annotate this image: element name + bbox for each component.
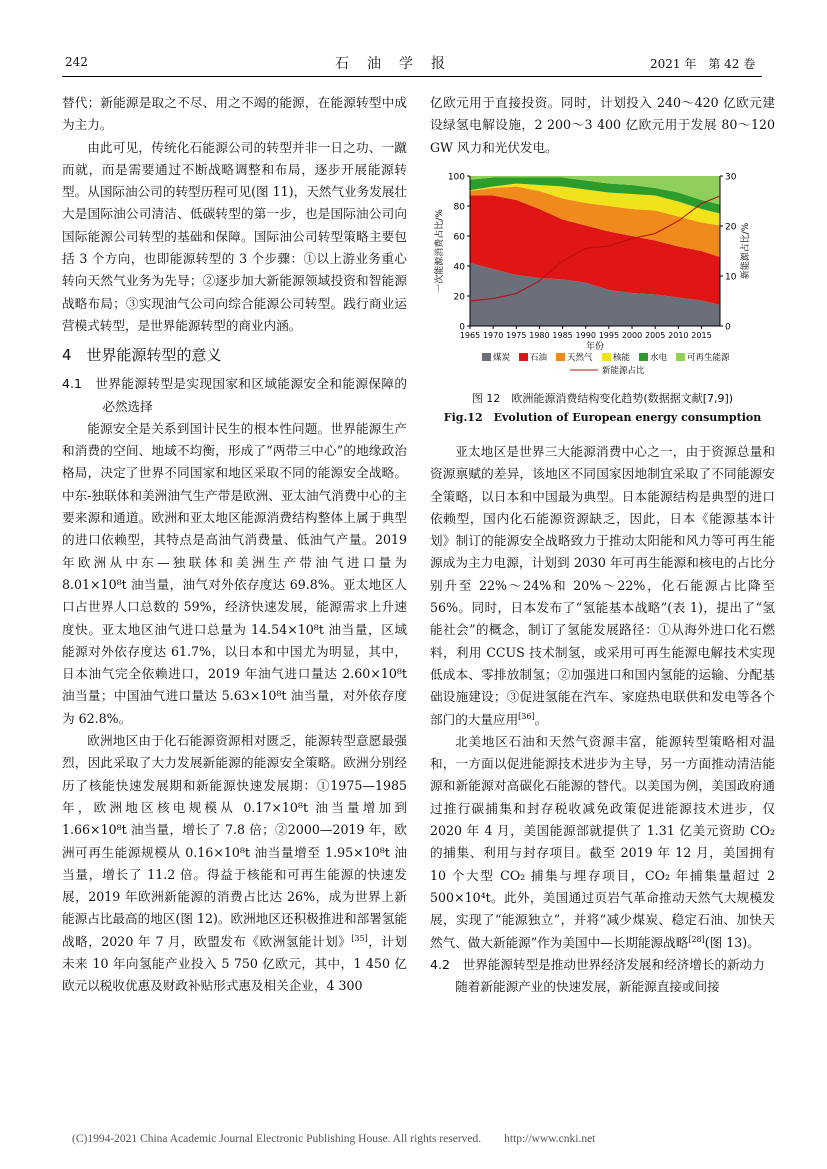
paragraph: 随着新能源产业的快速发展，新能源直接或间接 bbox=[455, 979, 720, 995]
y-tick-label-left: 0 bbox=[459, 322, 465, 333]
y-tick-label-left: 100 bbox=[447, 172, 465, 183]
x-tick-label: 1995 bbox=[598, 331, 620, 340]
y-axis-label-left: 一次能源消费占比/% bbox=[435, 209, 445, 293]
y-tick-label-right: 0 bbox=[725, 322, 731, 333]
text-run: 亚太地区是世界三大能源消费中心之一，由于资源总量和资源禀赋的差异，该地区不同国家因地制宜采取了不同能源安全策略，以日本和中国最为典型。日本能源结构是典型的进口依赖型，国内化石能源资源缺乏，因此，日本《能源基本计划》制订的能源安全战略致力于推动太阳能和风力等可再生能源成为主力电源，计划到 2030 年可再生能源和核电的占比分别升至 22%～24%和 20%～22%，化石能源占比降至 56%。同时，日本发布了“氢能基本战略”(表 1)，提出了“氢能社会”的概念，制订了氢能发展路径：①从海外进口化石燃料，利用 CCUS 技术制氢，或采用可再生能源电解技术实现低成本、零排放制氢；②加强进口和国内氢能的运输、分配基础设施建设；③促进氢能在汽车、家庭热电联供和发电等各个部门的大量应用 bbox=[430, 444, 775, 727]
paragraph: 能源安全是关系到国计民生的根本性问题。世界能源生产和消费的空间、地域不均衡，形成了“两带三中心”的地缘政治格局，决定了世界不同国家和地区采取不同的能源安全战略。中东-独联体和美洲油气生产带是欧洲、亚太油气消费中心的主要来源和通道。欧洲和亚太地区能源消费结构整体上属于典型的进口依赖型，其特点是高油气消费量、低油气产量。2019 年欧洲从中东—独联体和美洲生产带油气进口量为 8.01×10⁸t 油当量，油气对外依存度达 69.8%。亚太地区人口占世界人口总数的 59%，经济快速发展，能源需求上升速度快。亚太地区油气进口总量为 14.54×10⁸t 油当量，区域能源对外依存度达 61.7%，以日本和中国尤为明显，其中，日本油气完全依赖进口，2019 年油气进口量达 2.60×10⁸t 油当量；中国油气进口量达 5.63×10⁸t 油当量，对外依存度为 62.8%。 bbox=[62, 420, 407, 726]
page-number: 242 bbox=[65, 55, 88, 69]
legend-swatch-2 bbox=[556, 353, 565, 361]
right-column-bottom bbox=[430, 441, 775, 998]
text-run: 欧洲地区由于化石能源资源相对匮乏，能源转型意愿最强烈，因此采取了大力发展新能源的能源安全策略。欧洲分别经历了核能快速发展期和新能源快速发展期：①1975—1985 年，欧洲地区核电规模从 0.17×10⁸t 油当量增加到 1.66×10⁸t 油当量，增长了 7.8 倍；②2000—2019 年，欧洲可再生能源规模从 0.16×10⁸t 油当量增至 1.95×10⁸t 油当量，增长了 11.2 倍。得益于核能和可再生能源的快速发展，2019 年欧洲新能源的消费占比达 26%，成为世界上新能源占比最高的地区(图 12)。欧洲地区还积极推进和部署氢能战略，2020 年 7 月，欧盟发布《欧洲氢能计划》 bbox=[62, 733, 407, 949]
figure-12-chart bbox=[430, 168, 775, 386]
paragraph bbox=[430, 731, 775, 954]
legend-swatch-5 bbox=[676, 353, 685, 361]
paragraph bbox=[62, 730, 407, 998]
journal-title: 石 油 学 报 bbox=[335, 56, 447, 72]
subsection-heading: 4.2 世界能源转型是推动世界经济发展和经济增长的新动力 bbox=[430, 956, 765, 972]
y-tick-label-right: 20 bbox=[725, 222, 737, 233]
subsection-heading: 4.1 世界能源转型是实现国家和区域能源安全和能源保障的必然选择 bbox=[62, 376, 407, 414]
volume-info: 2021 年 第 42 卷 bbox=[650, 57, 756, 71]
paragraph: 替代；新能源是取之不尽、用之不竭的能源，在能源转型中成为主力。 bbox=[62, 95, 407, 133]
y-tick-label-right: 10 bbox=[725, 272, 737, 283]
citation: [36] bbox=[518, 711, 535, 721]
right-column-top bbox=[430, 92, 775, 159]
legend-label-3: 核能 bbox=[613, 353, 631, 363]
figure-caption-en: Fig.12 Evolution of European energy consumption bbox=[443, 411, 762, 424]
y-tick-label-left: 80 bbox=[453, 202, 465, 213]
citation: [28] bbox=[688, 934, 705, 944]
figure-caption-cn: 图 12 欧洲能源消费结构变化趋势(数据据文献[7,9]) bbox=[471, 392, 734, 405]
legend-swatch-3 bbox=[602, 353, 611, 361]
paragraph: 亿欧元用于直接投资。同时，计划投入 240～420 亿欧元建设绿氢电解设施，2 200～3 400 亿欧元用于发展 80～120 GW 风力和光伏发电。 bbox=[430, 95, 775, 155]
x-tick-label: 2015 bbox=[691, 331, 712, 340]
legend-label-0: 煤炭 bbox=[493, 353, 511, 363]
y-axis-label-right: 新能源占比/% bbox=[741, 222, 751, 280]
copyright-footer: (C)1994-2021 China Academic Journal Electronic Publishing House. All rights reserved. http://www.cnki.net bbox=[72, 1133, 596, 1145]
x-axis-label: 年份 bbox=[585, 342, 605, 352]
citation: [35] bbox=[351, 933, 368, 943]
y-tick-label-left: 40 bbox=[453, 262, 465, 273]
paragraph bbox=[430, 441, 775, 731]
y-tick-label-left: 60 bbox=[453, 232, 465, 243]
x-tick-label: 1980 bbox=[529, 331, 550, 340]
legend-label-2: 天然气 bbox=[567, 353, 593, 363]
x-tick-label: 1965 bbox=[459, 331, 481, 340]
x-tick-label: 2010 bbox=[668, 331, 689, 340]
x-tick-label: 1985 bbox=[552, 331, 573, 340]
legend-label-5: 可再生能源 bbox=[687, 353, 730, 363]
legend-swatch-4 bbox=[639, 353, 648, 361]
text-run: ，计划未来 10 年向氢能产业投入 5 750 亿欧元，其中，1 450 亿欧元以税收优惠及财政补贴形式惠及相关企业，4 300 bbox=[62, 933, 408, 994]
y-tick-label-left: 20 bbox=[453, 292, 465, 303]
legend-label-4: 水电 bbox=[650, 353, 668, 363]
legend-swatch-1 bbox=[519, 353, 528, 361]
left-column bbox=[62, 92, 407, 998]
text-run: 北美地区石油和天然气资源丰富，能源转型策略相对温和，一方面以促进能源技术进步为主导，另一方面推动清洁能源和新能源对高碳化石能源的替代。以美国为例，美国政府通过推行碳捕集和封存税收减免政策促进能源技术进步，仅 2020 年 4 月，美国能源部就提供了 1.31 亿美元资助 CO₂ 的捕集、利用与封存项目。截至 2019 年 12 月，美国拥有 10 个大型 CO₂ 捕集与埋存项目，CO₂ 年捕集量超过 2 500×10⁴t。此外，美国通过页岩气革命推动天然气大规模发展，实现了“能源独立”，并将“减少煤炭、稳定石油、加快天然气、做大新能源”作为美国中—长期能源战略 bbox=[430, 733, 775, 950]
legend-label-line: 新能源占比 bbox=[602, 366, 645, 376]
x-tick-label: 2000 bbox=[621, 331, 643, 340]
y-tick-label-right: 30 bbox=[725, 172, 737, 183]
text-run: 。 bbox=[534, 711, 548, 727]
legend-swatch-0 bbox=[482, 353, 491, 361]
header-rule bbox=[62, 76, 762, 77]
x-tick-label: 1990 bbox=[575, 331, 596, 340]
paragraph: 由此可见，传统化石能源公司的转型并非一日之功、一蹴而就，而是需要通过不断战略调整和布局，逐步开展能源转型。从国际油公司的转型历程可见(图 11)，天然气业务发展壮大是国际油公司清洁、低碳转型的第一步，也是国际油公司向国际能源公司转型的基础和保障。国际油公司转型策略主要包括 3 个方向，也即能源转型的 3 个步骤：①以上游业务重心转向天然气业务为先导；②逐步加大新能源领域投资和智能源战略布局；③实现油气公司向综合能源公司转型。践行商业运营模式转型，是世界能源转型的商业内涵。 bbox=[62, 139, 407, 333]
x-tick-label: 1975 bbox=[506, 331, 527, 340]
x-tick-label: 2005 bbox=[645, 331, 666, 340]
section-heading: 4 世界能源转型的意义 bbox=[62, 346, 222, 365]
legend-label-1: 石油 bbox=[530, 353, 548, 363]
x-tick-label: 1970 bbox=[482, 331, 504, 340]
text-run: (图 13)。 bbox=[704, 934, 760, 950]
